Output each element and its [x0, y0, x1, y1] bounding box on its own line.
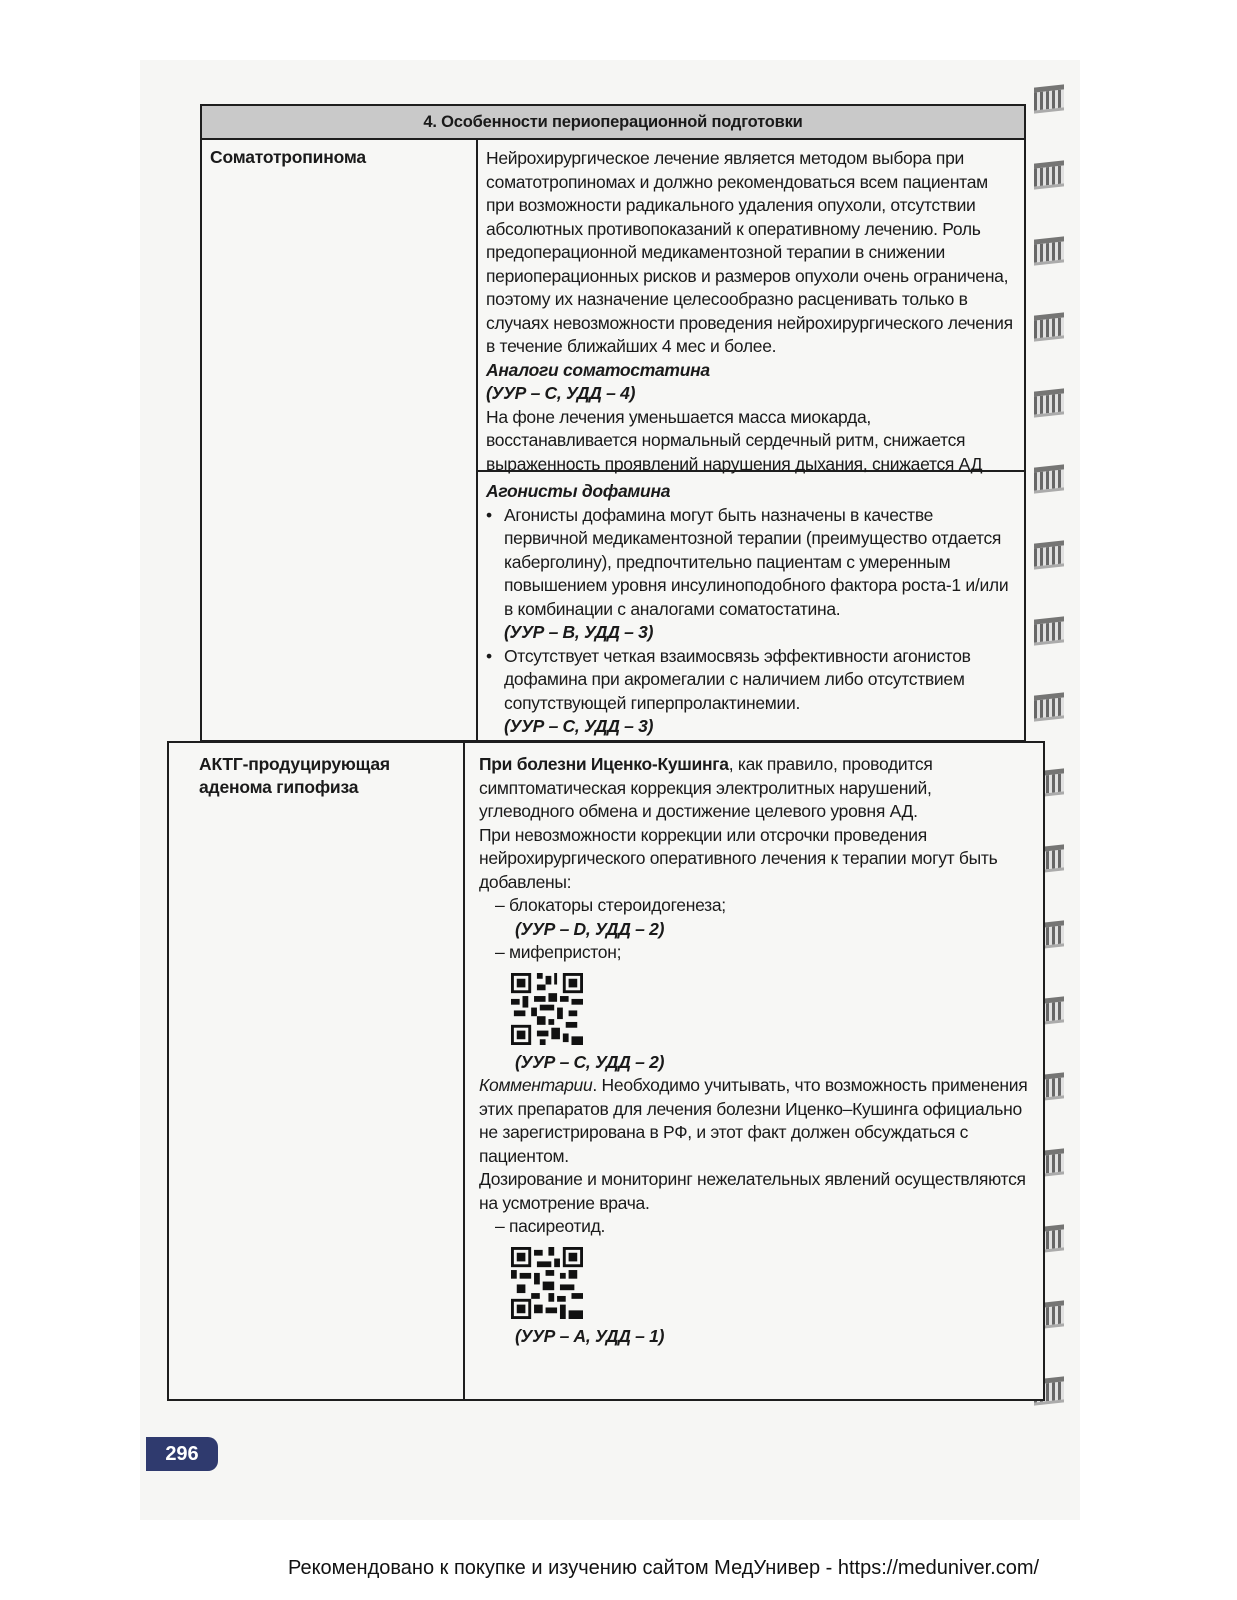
row-label-acth-adenoma: АКТГ-продуцирующая аденома гипофиза — [199, 754, 390, 797]
analogs-text: На фоне лечения уменьшается масса миокарда, восстанавливается нормальный сердечный ритм, снижается выраженность проявлений нарушения дыхания, снижается АД — [486, 406, 983, 474]
dopamine-bullet-1: • Агонисты дофамина могут быть назначены в качестве первичной медикаментозной терапии (преимущество отдается каберголину), предпочтительно пациентам с умеренным повышением уровня инсулиноподобного фактора роста-1 и/или в комбинации с аналогами соматостатина. — [486, 504, 1016, 622]
column-divider — [463, 743, 465, 1399]
analogs-title: Аналоги соматостатина — [486, 359, 710, 380]
dopamine-agonists-cell — [486, 480, 1016, 739]
dopamine-rating-1: (УУР – B, УДД – 3) — [504, 622, 654, 642]
analogs-rating: (УУР – C, УДД – 4) — [486, 383, 636, 403]
footer-recommendation[interactable]: Рекомендовано к покупке и изучению сайтом МедУнивер - https://meduniver.com/ — [288, 1557, 1040, 1579]
somato-analogs-cell — [486, 147, 1016, 476]
row-label-somatotropinoma: Соматотропинома — [210, 147, 366, 167]
table-header: 4. Особенности периоперационной подготовки — [202, 106, 1024, 140]
acth-comment — [479, 1074, 1029, 1168]
comment-text: . Необходимо учитывать, что возможность применения этих препаратов для лечения болезни Иценко–Кушинга официально не зарегистрирована в РФ, и этот факт должен обсуждаться с пациентом. — [479, 1075, 1028, 1166]
acth-lead — [479, 753, 1029, 824]
item1-rating: (УУР – D, УДД – 2) — [515, 918, 665, 939]
perioperative-table-lower — [167, 741, 1045, 1401]
qr-code-pasireotide-icon[interactable] — [511, 1247, 583, 1319]
qr-code-mifepristone-icon[interactable] — [511, 973, 583, 1045]
dosing-text: Дозирование и мониторинг нежелательных явлений осуществляются на усмотрение врача. — [479, 1169, 1026, 1213]
dopamine-rating-2: (УУР – C, УДД – 3) — [504, 716, 654, 736]
dopamine-title: Агонисты дофамина — [486, 481, 671, 501]
item2-rating: (УУР – C, УДД – 2) — [515, 1051, 665, 1072]
dopamine-bullet-2: • Отсутствует четкая взаимосвязь эффективности агонистов дофамина при акромегалии с наличием либо отсутствием сопутствующей гиперпролактинемии. — [486, 645, 1016, 716]
page-number-badge: 296 — [146, 1437, 218, 1471]
item-pasireotide: – пасиреотид. — [495, 1216, 606, 1236]
item3-rating: (УУР – A, УДД – 1) — [515, 1325, 665, 1346]
item-mifepristone: – мифепристон; — [495, 942, 622, 962]
item-steroidogenesis-blockers: – блокаторы стероидогенеза; — [495, 895, 726, 915]
perioperative-table-upper — [200, 104, 1026, 742]
column-divider — [476, 140, 478, 740]
comment-label: Комментарии — [479, 1075, 593, 1095]
acth-lead-rest: , как правило, проводится симптоматическая коррекция электролитных нарушений, углеводного обмена и достижение целевого уровня АД. — [479, 754, 933, 821]
somato-intro: Нейрохирургическое лечение является методом выбора при соматотропиномах и должно рекомендоваться всем пациентам при возможности радикального удаления опухоли, отсутствии абсолютных противопоказаний к оперативному лечению. Роль предоперационной медикаментозной терапии в снижении периоперационных рисков и размеров опухоли очень ограничена, поэтому их назначение целесообразно расценивать только в случаях невозможности проведения нейрохирургического лечения в течение ближайших 4 мес и более. — [486, 148, 1013, 356]
acth-lead-bold: При болезни Иценко-Кушинга — [479, 754, 729, 774]
acth-cell — [479, 753, 1029, 1348]
acth-para2: При невозможности коррекции или отсрочки проведения нейрохирургического оперативного лечения к терапии могут быть добавлены: — [479, 824, 998, 892]
